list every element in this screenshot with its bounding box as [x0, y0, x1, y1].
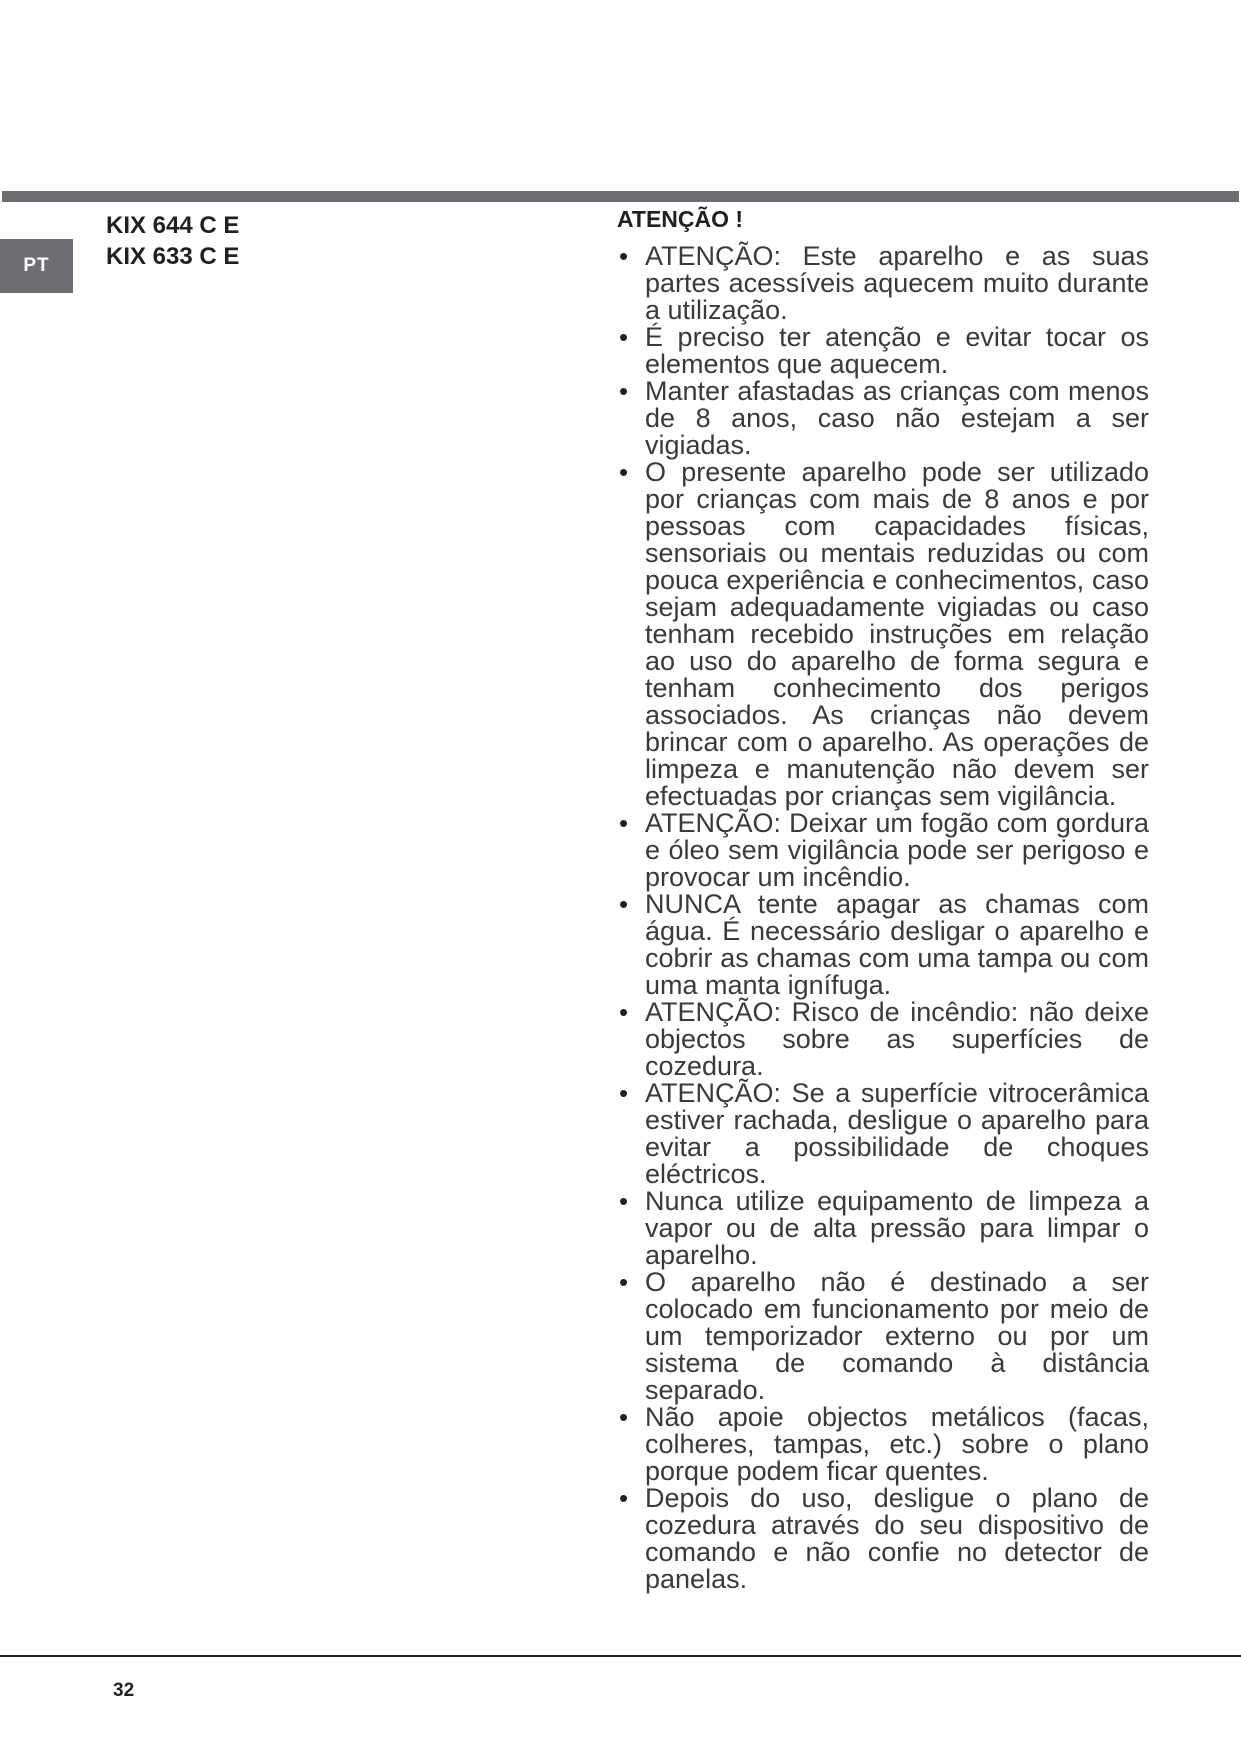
model-name: KIX 633 C E	[106, 243, 240, 270]
bullet-icon: •	[619, 808, 629, 838]
bullet-icon: •	[619, 997, 629, 1027]
warning-text: ATENÇÃO: Este aparelho e as suas partes acessíveis aquecem muito durante a utilização.	[645, 241, 1149, 325]
warning-item	[619, 1404, 1149, 1485]
warning-text: O aparelho não é destinado a ser colocado em funcionamento por meio de um temporizador externo ou por um sistema de comando à distância separado.	[645, 1267, 1149, 1405]
warning-text: ATENÇÃO: Risco de incêndio: não deixe objectos sobre as superfícies de cozedura.	[645, 997, 1149, 1081]
warning-text: O presente aparelho pode ser utilizado por crianças com mais de 8 anos e por pessoas com capacidades físicas, sensoriais ou mentais reduzidas ou com pouca experiência e conhecimentos, caso sejam adequadamente vigiadas ou caso tenham recebido instruções em relação ao uso do aparelho de forma segura e tenham conhecimento dos perigos associados. As crianças não devem brincar com o aparelho. As operações de limpeza e manutenção não devem ser efectuadas por crianças sem vigilância.	[645, 457, 1149, 811]
bullet-icon: •	[619, 1186, 629, 1216]
warning-item	[619, 1080, 1149, 1188]
warning-item	[619, 891, 1149, 999]
bullet-icon: •	[619, 1402, 629, 1432]
warning-text: Não apoie objectos metálicos (facas, colheres, tampas, etc.) sobre o plano porque podem ficar quentes.	[645, 1402, 1149, 1486]
warning-item	[619, 324, 1149, 378]
warning-text: NUNCA tente apagar as chamas com água. É necessário desligar o aparelho e cobrir as chamas com uma tampa ou com uma manta ignífuga.	[645, 889, 1149, 1000]
warning-item	[619, 1485, 1149, 1593]
bullet-icon: •	[619, 889, 629, 919]
warning-item	[619, 378, 1149, 459]
warning-text: É preciso ter atenção e evitar tocar os elementos que aquecem.	[645, 322, 1149, 379]
header-rule	[2, 191, 1239, 202]
bullet-icon: •	[619, 1267, 629, 1297]
page-number: 32	[113, 1680, 135, 1701]
bullet-icon: •	[619, 376, 629, 406]
warning-text: Nunca utilize equipamento de limpeza a vapor ou de alta pressão para limpar o aparelho.	[645, 1186, 1149, 1270]
warning-item	[619, 999, 1149, 1080]
bullet-icon: •	[619, 457, 629, 487]
warning-text: ATENÇÃO: Deixar um fogão com gordura e óleo sem vigilância pode ser perigoso e provocar um incêndio.	[645, 808, 1149, 892]
warning-text: ATENÇÃO: Se a superfície vitrocerâmica estiver rachada, desligue o aparelho para evitar a possibilidade de choques eléctricos.	[645, 1078, 1149, 1189]
warning-list	[619, 243, 1149, 1593]
model-name: KIX 644 C E	[106, 212, 240, 239]
warning-item	[619, 1269, 1149, 1404]
bullet-icon: •	[619, 1078, 629, 1108]
warning-text: Manter afastadas as crianças com menos de 8 anos, caso não estejam a ser vigiadas.	[645, 376, 1149, 460]
bullet-icon: •	[619, 322, 629, 352]
bullet-icon: •	[619, 241, 629, 271]
warning-text: Depois do uso, desligue o plano de cozedura através do seu dispositivo de comando e não confie no detector de panelas.	[645, 1483, 1149, 1594]
warning-item	[619, 243, 1149, 324]
warning-item	[619, 810, 1149, 891]
warning-item	[619, 1188, 1149, 1269]
bullet-icon: •	[619, 1483, 629, 1513]
language-tab: PT	[0, 239, 73, 293]
section-title: ATENÇÃO !	[617, 206, 744, 232]
footer-rule	[0, 1655, 1241, 1657]
warning-item	[619, 459, 1149, 810]
model-list	[106, 210, 239, 272]
